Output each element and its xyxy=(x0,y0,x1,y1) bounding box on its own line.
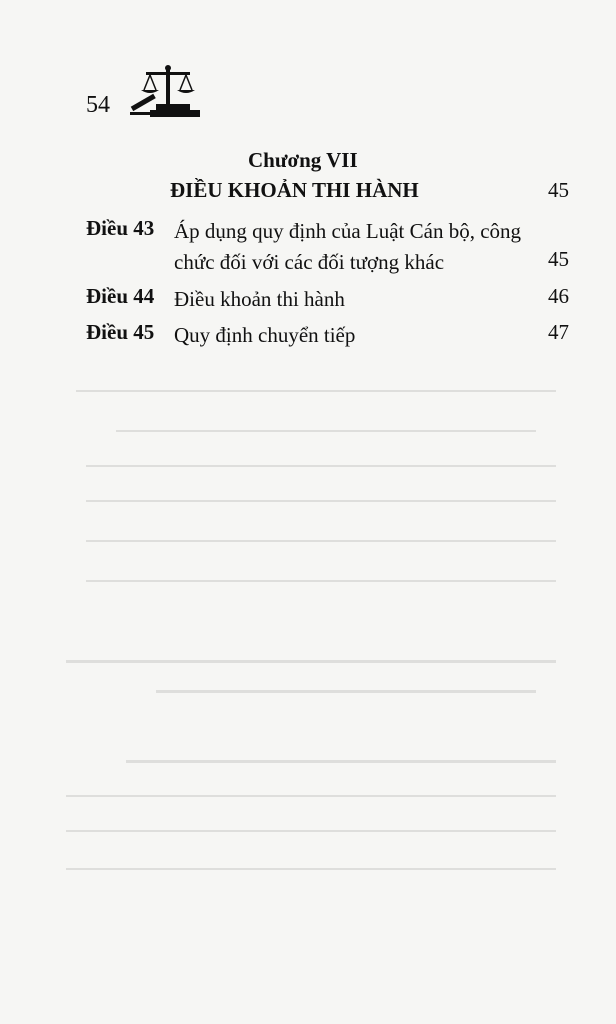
page-number: 54 xyxy=(86,92,110,118)
chapter-label: Chương VII xyxy=(248,148,358,172)
article-title: Quy định chuyển tiếp xyxy=(174,323,356,347)
article-number: Điều 45 xyxy=(86,320,155,344)
scales-of-justice-icon xyxy=(128,62,210,120)
chapter-page-number: 45 xyxy=(548,178,569,202)
article-page-number: 47 xyxy=(548,320,569,344)
article-title: Điều khoản thi hành xyxy=(174,287,345,311)
article-page-number: 46 xyxy=(548,284,569,308)
article-number: Điều 44 xyxy=(86,284,155,308)
article-number: Điều 43 xyxy=(86,216,155,240)
article-title: Áp dụng quy định của Luật Cán bộ, công chức đối với các đối tượng khác xyxy=(174,219,522,274)
chapter-heading: ĐIỀU KHOẢN THI HÀNH xyxy=(170,178,419,202)
article-page-number: 45 xyxy=(548,247,569,271)
